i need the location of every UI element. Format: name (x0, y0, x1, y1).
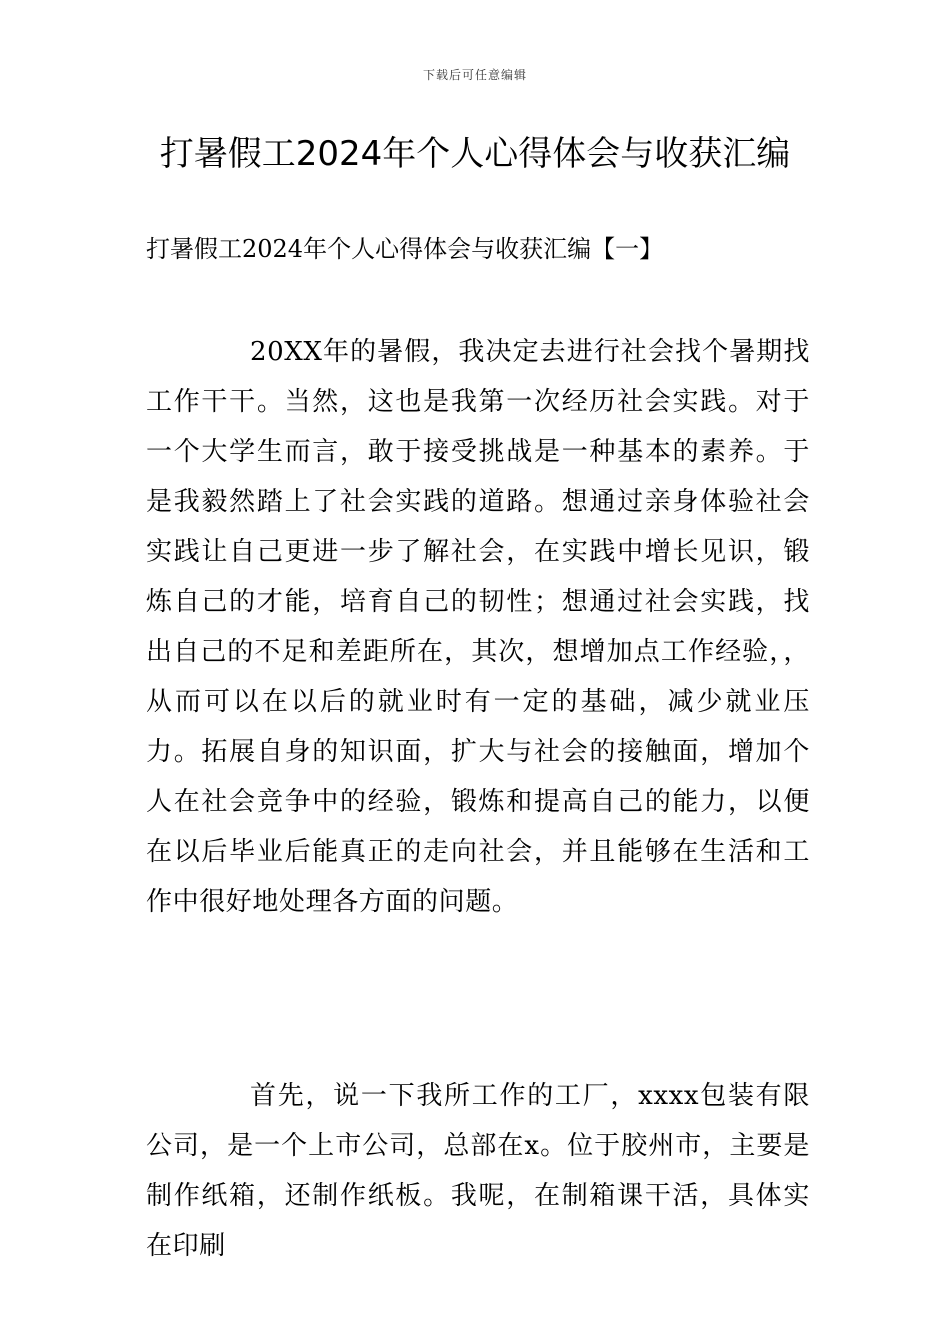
header-note: 下载后可任意编辑 (422, 68, 527, 82)
body-paragraph: 首先，说一下我所工作的工厂，xxxx包装有限公司，是一个上市公司，总部在x。位于胶州市，主要是制作纸箱，还制作纸板。我呢，在制箱课干活，具体实在印刷 (146, 1081, 810, 1261)
document-title: 打暑假工2024年个人心得体会与收获汇编 (159, 134, 791, 174)
section-heading: 打暑假工2024年个人心得体会与收获汇编【一】 (146, 235, 664, 263)
body-paragraph: 20XX年的暑假，我决定去进行社会找个暑期找工作干干。当然，这也是我第一次经历社会实践。对于一个大学生而言，敢于接受挑战是一种基本的素养。于是我毅然踏上了社会实践的道路。想通过亲身体验社会实践让自己更进一步了解社会，在实践中增长见识，锻炼自己的才能，培育自己的韧性；想通过社会实践，找出自己的不足和差距所在，其次，想增加点工作经验，，从而可以在以后的就业时有一定的基础，减少就业压力。拓展自身的知识面，扩大与社会的接触面，增加个人在社会竞争中的经验，锻炼和提高自己的能力，以便在以后毕业后能真正的走向社会，并且能够在生活和工作中很好地处理各方面的问题。 (146, 337, 810, 917)
